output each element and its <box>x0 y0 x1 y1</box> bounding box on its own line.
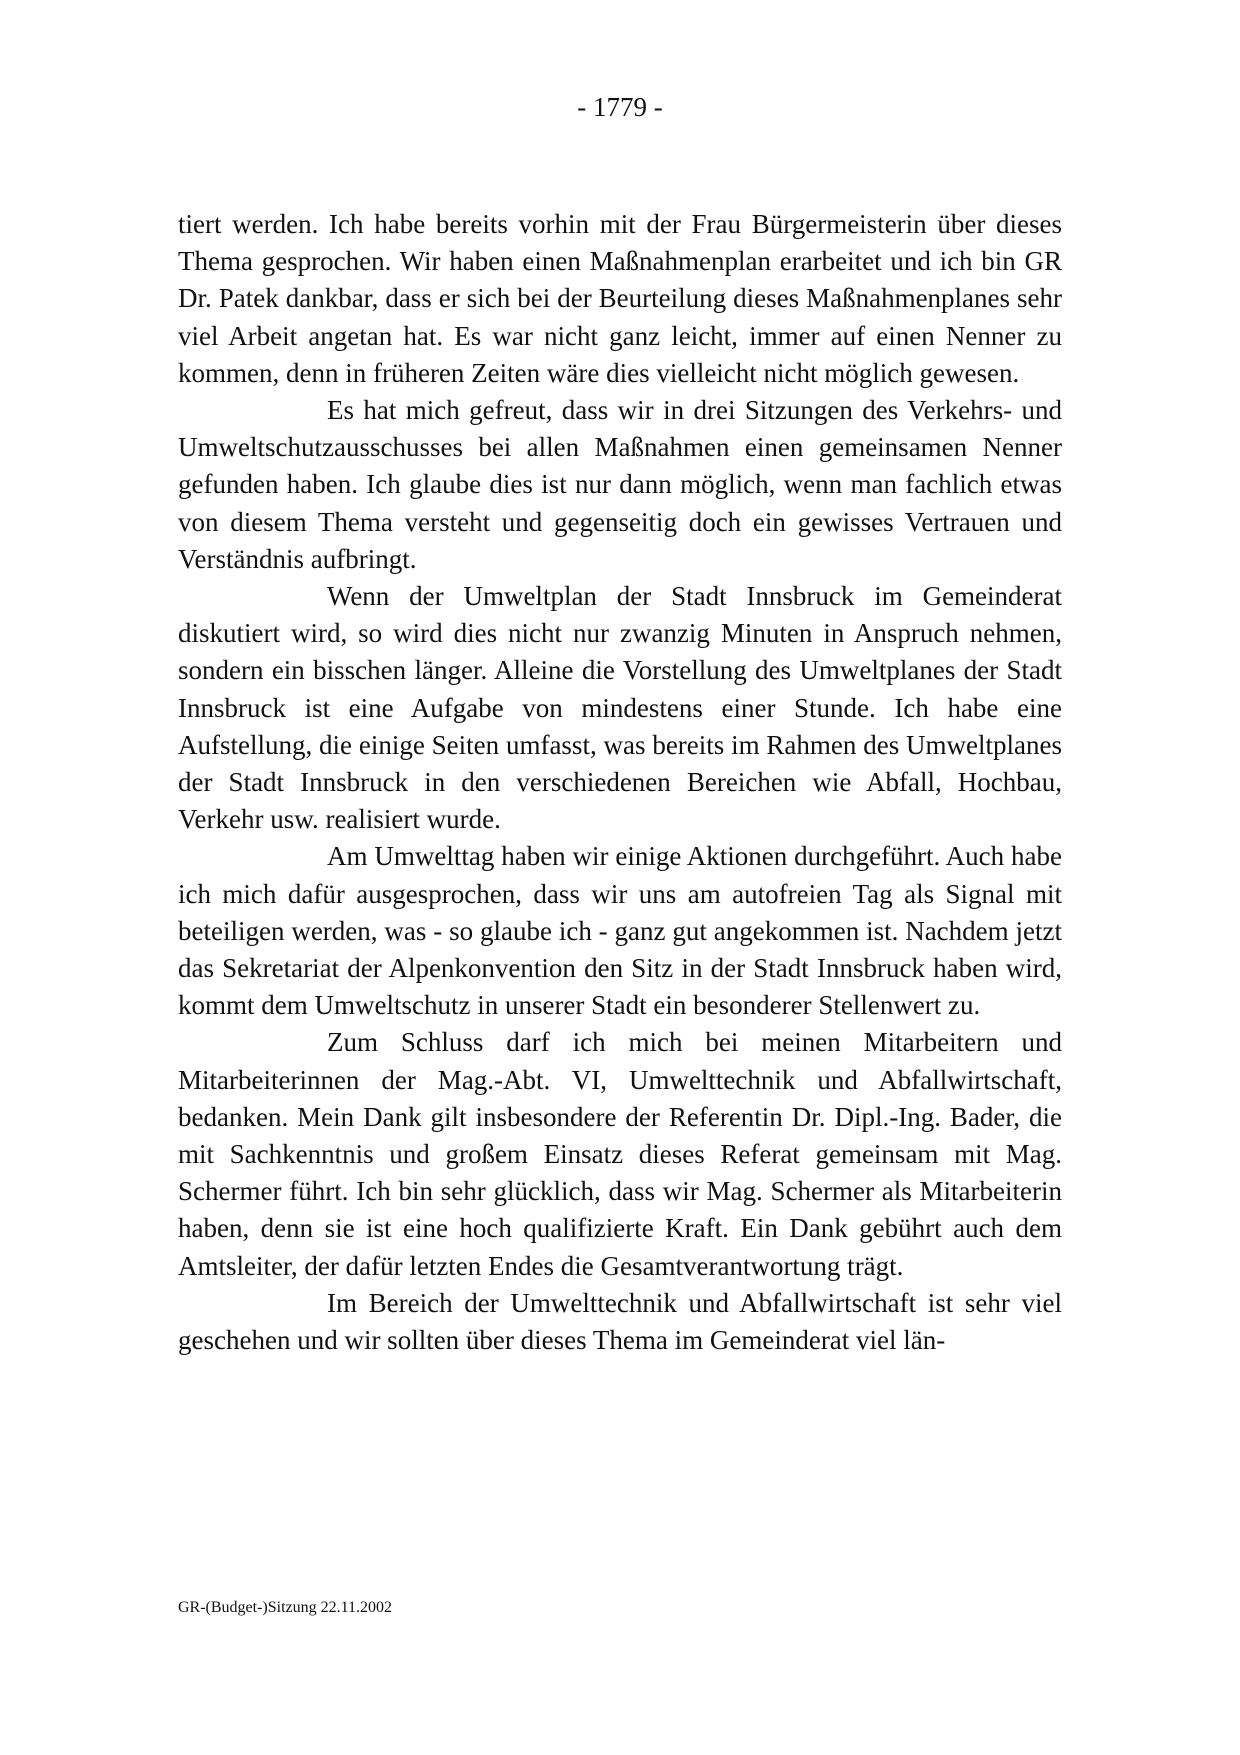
footer-session-info: GR-(Budget-)Sitzung 22.11.2002 <box>178 1599 393 1616</box>
paragraph-1: tiert werden. Ich habe bereits vorhin mit der Frau Bürgermeisterin über dieses Thema gesprochen. Wir haben einen Maßnahmenplan erarbeitet und ich bin GR Dr. Patek dankbar, dass er sich bei der Beurteilung dieses Maßnahmenplanes sehr viel Arbeit angetan hat. Es war nicht ganz leicht, immer auf einen Nenner zu kommen, denn in früheren Zeiten wäre dies vielleicht nicht möglich gewesen. <box>178 209 1062 388</box>
paragraph-6: Im Bereich der Umwelttechnik und Abfallwirtschaft ist sehr viel geschehen und wir sollten über dieses Thema im Gemeinderat viel län- <box>178 1287 1062 1356</box>
paragraph-4: Am Umwelttag haben wir einige Aktionen durchgeführt. Auch habe ich mich dafür ausgesprochen, dass wir uns am autofreien Tag als Signal mit beteiligen werden, was - so glaube ich - ganz gut angekommen ist. Nachdem jetzt das Sekretariat der Alpenkonvention den Sitz in der Stadt Innsbruck haben wird, kommt dem Umweltschutz in unserer Stadt ein besonderer Stellenwert zu. <box>178 841 1062 1021</box>
paragraph-5: Zum Schluss darf ich mich bei meinen Mitarbeitern und Mitarbeiterinnen der Mag.-Abt. VI, Umwelttechnik und Abfallwirtschaft, bedanken. Mein Dank gilt insbesondere der Referentin Dr. Dipl.-Ing. Bader, die mit Sachkenntnis und großem Einsatz dieses Referat gemeinsam mit Mag. Schermer führt. Ich bin sehr glücklich, dass wir Mag. Schermer als Mitarbeiterin haben, denn sie ist eine hoch qualifizierte Kraft. Ein Dank gebührt auch dem Amtsleiter, der dafür letzten Endes die Gesamtverantwortung trägt. <box>178 1027 1062 1281</box>
page-number: - 1779 - <box>577 92 663 122</box>
paragraph-2: Es hat mich gefreut, dass wir in drei Sitzungen des Verkehrs- und Umweltschutzausschusses bei allen Maßnahmen einen gemeinsamen Nenner gefunden haben. Ich glaube dies ist nur dann möglich, wenn man fachlich etwas von diesem Thema versteht und gegenseitig doch ein gewisses Vertrauen und Verständnis aufbringt. <box>178 395 1062 574</box>
document-body <box>178 206 1062 1359</box>
paragraph-3: Wenn der Umweltplan der Stadt Innsbruck im Gemeinderat diskutiert wird, so wird dies nicht nur zwanzig Minuten in Anspruch nehmen, sondern ein bisschen länger. Alleine die Vorstellung des Umweltplanes der Stadt Innsbruck ist eine Aufgabe von mindestens einer Stunde. Ich habe eine Aufstellung, die einige Seiten umfasst, was bereits im Rahmen des Umweltplanes der Stadt Innsbruck in den verschiedenen Bereichen wie Abfall, Hochbau, Verkehr usw. realisiert wurde. <box>178 581 1062 835</box>
